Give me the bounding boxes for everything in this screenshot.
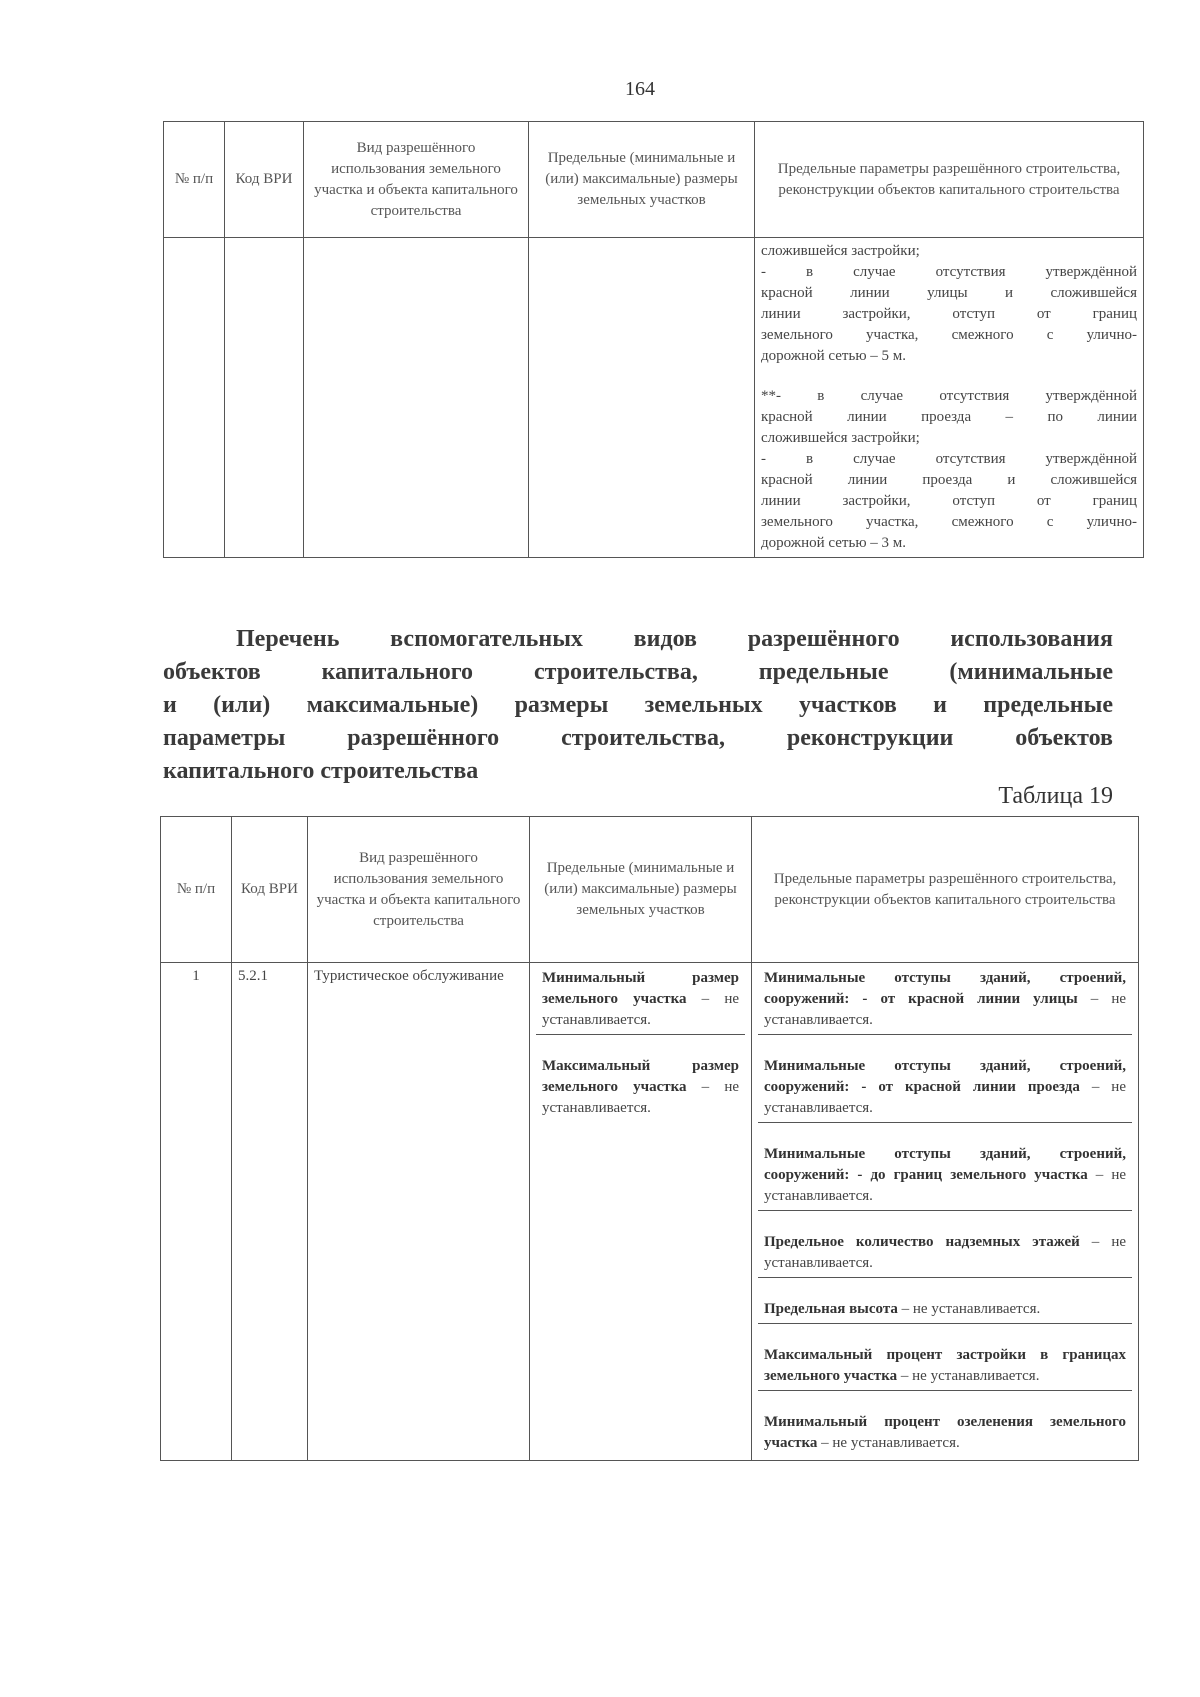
param-entry-label: Минимальные отступы зданий, строений, сооружений: - от красной линии проезда — [764, 1058, 1126, 1095]
size-entry-label: Минимальный размер земельного участка — [542, 970, 739, 1007]
param-entry-label: Предельное количество надземных этажей — [764, 1234, 1080, 1250]
text-line: линии застройки, отступ от границ — [761, 306, 1137, 322]
table-continued — [163, 121, 1144, 558]
table-row — [164, 238, 1144, 558]
column-header-num: № п/п — [164, 122, 225, 238]
text-line: красной линии улицы и сложившейся — [761, 285, 1137, 301]
table-label: Таблица 19 — [998, 783, 1113, 809]
size-entry-label: Максимальный размер земельного участка — [542, 1058, 739, 1095]
size-entry-min — [536, 966, 745, 1035]
column-header-kind: Вид разрешённого использования земельного участка и объекта капитального строительства — [308, 817, 530, 963]
text-line: земельного участка, смежного с улично- — [761, 514, 1137, 530]
column-header-code: Код ВРИ — [225, 122, 304, 238]
cell-code: 5.2.1 — [232, 963, 308, 1461]
column-header-sizes: Предельные (минимальные и (или) максимальные) размеры земельных участков — [530, 817, 752, 963]
text-line: дорожной сетью – 5 м. — [761, 348, 907, 364]
column-header-num: № п/п — [161, 817, 232, 963]
param-entry-value: – не устанавливается. — [764, 991, 1126, 1028]
param-entry — [758, 1297, 1132, 1324]
column-header-params: Предельные параметры разрешённого строительства, реконструкции объектов капитального строительства — [755, 122, 1144, 238]
column-header-code: Код ВРИ — [232, 817, 308, 963]
heading-line: капитального строительства — [163, 758, 479, 784]
cell-num: 1 — [161, 963, 232, 1461]
table-row — [161, 963, 1139, 1461]
table-header-row — [161, 817, 1139, 963]
param-entry-label: Минимальные отступы зданий, строений, сооружений: - до границ земельного участка — [764, 1146, 1126, 1183]
table-header-row — [164, 122, 1144, 238]
text-line: красной линии проезда и сложившейся — [761, 472, 1137, 488]
param-entry — [758, 1142, 1132, 1211]
heading-line: параметры разрешённого строительства, реконструкции объектов — [163, 725, 1113, 751]
param-entry-value: – не устанавливается. — [764, 1234, 1127, 1271]
param-entry-value: – не устанавливается. — [897, 1368, 1040, 1384]
text-line: - в случае отсутствия утверждённой — [761, 264, 1137, 280]
param-entry — [758, 1230, 1132, 1278]
param-entry-label: Минимальные отступы зданий, строений, сооружений: - от красной линии улицы — [764, 970, 1126, 1007]
param-entry-label: Минимальный процент озеленения земельного участка — [764, 1414, 1126, 1451]
text-line: - в случае отсутствия утверждённой — [761, 451, 1137, 467]
heading-line: и (или) максимальные) размеры земельных участков и предельные — [163, 692, 1113, 718]
size-entry-value: – не устанавливается. — [542, 991, 739, 1028]
cell-sizes — [530, 963, 752, 1461]
params-paragraph-1 — [761, 241, 1137, 367]
text-line: дорожной сетью – 3 м. — [761, 535, 907, 551]
column-header-params: Предельные параметры разрешённого строительства, реконструкции объектов капитального строительства — [752, 817, 1139, 963]
text-line: сложившейся застройки; — [761, 430, 920, 446]
text-line: **- в случае отсутствия утверждённой — [761, 388, 1137, 404]
params-paragraph-2 — [761, 386, 1137, 554]
param-entry-label: Предельная высота — [764, 1301, 898, 1317]
param-entry-value: – не устанавливается. — [897, 1301, 1041, 1317]
section-heading — [163, 623, 1113, 788]
size-entry-value: – не устанавливается. — [542, 1079, 739, 1116]
param-entry-value: – не устанавливается. — [764, 1167, 1126, 1204]
param-entry-value: – не устанавливается. — [817, 1435, 960, 1451]
param-entry-value: – не устанавливается. — [764, 1079, 1126, 1116]
cell-kind: Туристическое обслуживание — [308, 963, 530, 1461]
cell-sizes — [529, 238, 755, 558]
param-entry-label: Максимальный процент застройки в границах земельного участка — [764, 1347, 1126, 1384]
heading-line: Перечень вспомогательных видов разрешённого использования — [236, 626, 1113, 652]
column-header-kind: Вид разрешённого использования земельного участка и объекта капитального строительства — [304, 122, 529, 238]
param-entry — [758, 966, 1132, 1035]
page-number: 164 — [625, 78, 655, 100]
text-line: красной линии проезда – по линии — [761, 409, 1137, 425]
cell-params-continued — [755, 238, 1144, 558]
table-19 — [160, 816, 1139, 1461]
cell-num — [164, 238, 225, 558]
param-entry — [758, 1343, 1132, 1391]
param-entry — [758, 1410, 1132, 1457]
param-entry — [758, 1054, 1132, 1123]
size-entry-max — [536, 1054, 745, 1122]
text-line: сложившейся застройки; — [761, 243, 920, 259]
cell-code — [225, 238, 304, 558]
text-line: земельного участка, смежного с улично- — [761, 327, 1137, 343]
heading-line: объектов капитального строительства, предельные (минимальные — [163, 659, 1113, 685]
cell-params — [752, 963, 1139, 1461]
cell-kind — [304, 238, 529, 558]
column-header-sizes: Предельные (минимальные и (или) максимальные) размеры земельных участков — [529, 122, 755, 238]
text-line: линии застройки, отступ от границ — [761, 493, 1137, 509]
